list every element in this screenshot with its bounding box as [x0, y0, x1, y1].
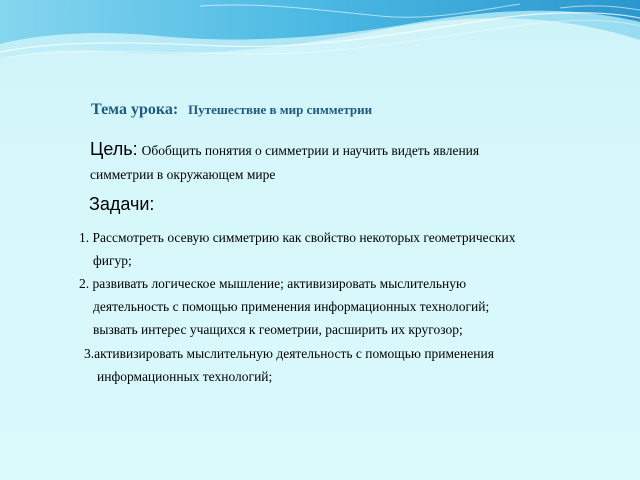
goal-line-1 — [90, 137, 590, 163]
goal-text-1: Обобщить понятия о симметрии и научить видеть явления — [141, 143, 480, 158]
task-number: 3. — [84, 346, 95, 361]
task-item-3 — [84, 342, 494, 388]
task-line: информационных технологий; — [97, 369, 273, 384]
lesson-goal — [90, 137, 590, 187]
task-line: фигур; — [93, 253, 132, 268]
task-line: вызвать интерес учащихся к геометрии, расширить их кругозор; — [93, 322, 463, 337]
task-number: 2. — [79, 276, 90, 291]
task-line: Рассмотреть осевую симметрию как свойство некоторых геометрических — [92, 230, 516, 245]
task-number: 1. — [79, 230, 90, 245]
task-line: деятельность с помощью применения информационных технологий; — [93, 299, 490, 314]
lesson-topic — [91, 101, 372, 119]
task-line: развивать логическое мышление; активизировать мыслительную — [92, 276, 467, 291]
task-line: активизировать мыслительную деятельность с помощью применения — [94, 346, 494, 361]
topic-label: Тема урока: — [91, 101, 179, 118]
goal-label: Цель: — [90, 139, 138, 159]
task-item-2 — [79, 272, 489, 341]
tasks-heading: Задачи: — [89, 194, 155, 214]
topic-value: Путешествие в мир симметрии — [188, 102, 373, 117]
goal-line-2: симметрии в окружающем мире — [90, 167, 276, 182]
task-item-1 — [79, 226, 515, 272]
